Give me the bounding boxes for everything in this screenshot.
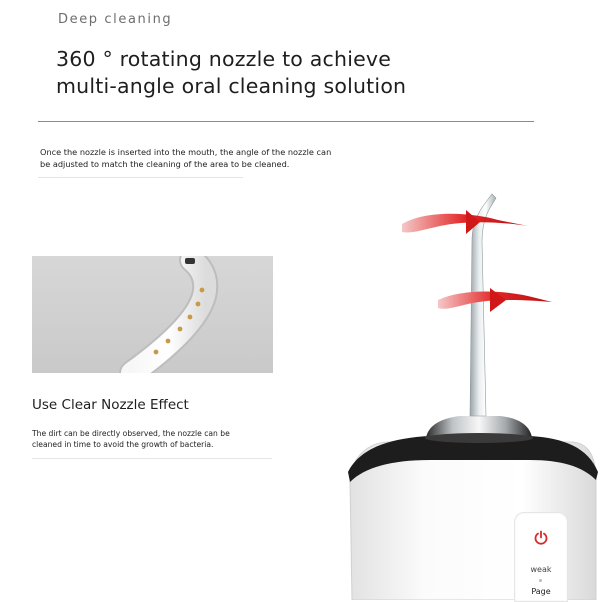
headline-line-2: multi-angle oral cleaning solution <box>56 74 407 98</box>
clear-nozzle-title: Use Clear Nozzle Effect <box>32 397 189 413</box>
mode-label-page: Page <box>531 587 551 596</box>
rotation-description <box>40 146 400 170</box>
rotation-description-line-1: Once the nozzle is inserted into the mouth, the angle of the nozzle can <box>40 147 332 157</box>
control-panel <box>514 512 568 602</box>
mode-label-weak: weak <box>530 565 552 574</box>
nozzle-closeup-illustration <box>32 256 273 373</box>
rotation-description-line-2: be adjusted to match the cleaning of the area to be cleaned. <box>40 159 290 169</box>
headline-line-1: 360 ° rotating nozzle to achieve <box>56 47 392 71</box>
section-eyebrow: Deep cleaning <box>58 12 173 27</box>
faint-divider-2 <box>32 458 272 459</box>
clear-nozzle-description-line-2: cleaned in time to avoid the growth of bacteria. <box>32 440 214 449</box>
divider <box>38 121 534 122</box>
rotation-arrow-icon <box>402 214 528 233</box>
clear-nozzle-description-line-1: The dirt can be directly observed, the nozzle can be <box>32 429 230 438</box>
mode-indicator-dot <box>539 579 542 582</box>
power-icon <box>533 530 549 546</box>
headline <box>56 46 536 100</box>
faint-divider <box>38 177 243 178</box>
nozzle-closeup-photo <box>32 256 273 373</box>
power-button[interactable] <box>530 527 552 549</box>
clear-nozzle-description <box>32 428 272 450</box>
